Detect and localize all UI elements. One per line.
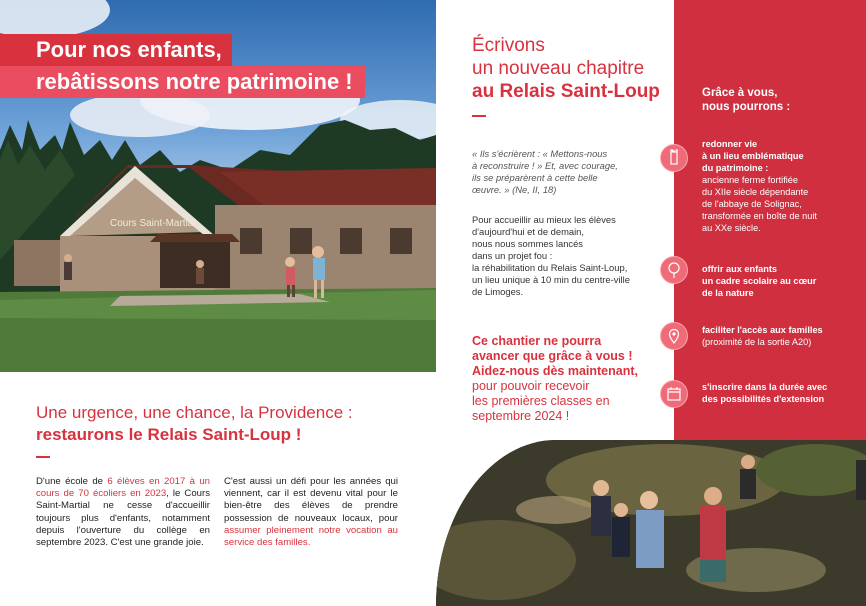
bottom-divider (36, 456, 50, 458)
center-divider (472, 115, 486, 117)
hero-banner-line-1: Pour nos enfants, (0, 34, 232, 66)
panel-intro-line-1: Grâce à vous, (702, 87, 778, 99)
highlight-text: assumer pleinement notre vocation au service des familles. (224, 524, 398, 549)
hero-banner-line-2: rebâtissons notre patrimoine ! (0, 66, 365, 98)
center-heading-line-2: un nouveau chapitre (472, 58, 645, 79)
calendar-icon (660, 380, 688, 408)
benefit-line: de la nature (702, 288, 754, 298)
cta-line: Ce chantier ne pourra (472, 334, 602, 348)
benefit-line: (proximité de la sortie A20) (702, 337, 812, 347)
location-pin-icon (660, 322, 688, 350)
benefit-line: du patrimoine : (702, 163, 769, 173)
benefit-line: redonner vie (702, 139, 758, 149)
cta-line: pour pouvoir recevoir (472, 379, 590, 393)
benefit-access (702, 324, 852, 348)
benefit-heritage (702, 138, 852, 234)
quote-line: œuvre. » (Ne, II, 18) (472, 184, 557, 195)
paragraph-line: nous nous sommes lancés (472, 238, 583, 249)
benefit-line: du XIIe siècle dépendante (702, 187, 809, 197)
cta-line: avancer que grâce à vous ! (472, 349, 633, 363)
benefit-line: au XXe siècle. (702, 223, 761, 233)
benefit-line: offrir aux enfants (702, 264, 778, 274)
center-heading (472, 34, 660, 103)
building-sign: Cours Saint-Martial (110, 218, 196, 229)
quote-line: « Ils s'écrièrent : « Mettons-nous (472, 148, 608, 159)
benefit-line: un cadre scolaire au cœur (702, 276, 817, 286)
panel-intro (702, 86, 790, 114)
benefit-line: ancienne ferme fortifiée (702, 175, 799, 185)
bible-quote (472, 148, 672, 196)
paragraph-line: la réhabilitation du Relais Saint-Loup, (472, 262, 628, 273)
children-river-photo (436, 440, 866, 606)
paragraph-line: d'aujourd'hui et de demain, (472, 226, 584, 237)
benefit-nature (702, 263, 852, 299)
benefit-line: de l'abbaye de Solignac, (702, 199, 802, 209)
center-heading-line-1: Écrivons (472, 35, 545, 56)
body-text: , le Cours Saint-Martial ne cesse d'accueillir toujours plus d'enfants, notamment depuis l'ouverture du collège en septembre 2023. C'est une grande joie. (36, 488, 210, 549)
highlight-text: 6 élèves en 2017 à un cours de 70 écoliers en 2023 (36, 476, 210, 500)
center-heading-line-3: au Relais Saint-Loup (472, 81, 660, 102)
paragraph-line: dans un projet fou : (472, 250, 553, 261)
center-column (436, 0, 674, 440)
cta-line: Aidez-nous dès maintenant, (472, 364, 638, 378)
tower-icon (660, 144, 688, 172)
tree-icon (660, 256, 688, 284)
benefit-line: des possibilités d'extension (702, 394, 825, 404)
cta-line: septembre 2024 ! (472, 409, 570, 423)
benefit-line: à un lieu emblématique (702, 151, 804, 161)
bottom-heading-line-1: Une urgence, une chance, la Providence : (36, 403, 353, 422)
bottom-col-1 (36, 476, 210, 549)
quote-line: à reconstruire ! » Et, avec courage, (472, 160, 618, 171)
benefits-panel (674, 0, 866, 440)
quote-line: ils se préparèrent à cette belle (472, 172, 598, 183)
bottom-heading (36, 402, 416, 446)
benefit-line: s'inscrire dans la durée avec (702, 382, 828, 392)
cta-line: les premières classes en (472, 394, 610, 408)
body-text: C'est aussi un défi pour les années qui viennent, car il est devenu vital pour le bien-être des élèves de prendre possession de nouveaux locaux, pour (224, 476, 398, 524)
paragraph-line: de Limoges. (472, 286, 524, 297)
bottom-heading-line-2: restaurons le Relais Saint-Loup ! (36, 425, 302, 444)
paragraph-line: un lieu unique à 10 min du centre-ville (472, 274, 630, 285)
benefit-extension (702, 381, 852, 405)
hero-image (0, 0, 436, 372)
body-text: D'une école de (36, 476, 108, 487)
benefit-line: faciliter l'accès aux familles (702, 325, 823, 335)
benefit-line: transformée en boîte de nuit (702, 211, 817, 221)
panel-intro-line-2: nous pourrons : (702, 101, 791, 113)
bottom-col-2 (224, 476, 398, 549)
call-to-action (472, 334, 672, 424)
project-paragraph (472, 214, 672, 298)
paragraph-line: Pour accueillir au mieux les élèves (472, 214, 616, 225)
